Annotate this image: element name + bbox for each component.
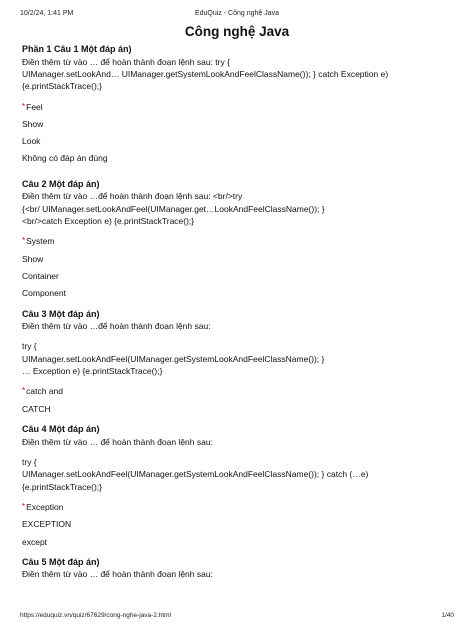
question-text-line: UIManager.setLookAnd… UIManager.getSystemLookAndFeelClassName()); } catch Exception e) [22,68,389,79]
question-text-line: UIManager.setLookAndFeel(UIManager.getSystemLookAndFeelClassName()); } catch (…e) [22,469,369,480]
page-number: 1/40 [441,612,454,619]
question-list [22,43,454,581]
answer-option[interactable] [22,403,454,415]
page-footer [20,612,454,624]
answer-option[interactable] [22,518,454,530]
question-text-line: Điền thêm từ vào … để hoàn thành đoạn lệnh sau: [22,436,213,447]
header-datetime: 10/2/24, 1:41 PM [20,10,74,17]
answer-option-label: CATCH [22,403,51,414]
correct-answer-star-icon: * [22,386,26,396]
question-text-line: {<br/ UIManager.setLookAndFeel(UIManager.get…LookAndFeelClassName()); } [22,203,325,214]
answer-option-label: catch and [26,386,63,397]
answer-option[interactable] [22,152,454,164]
page-header [20,10,454,22]
question-block [22,178,454,300]
answer-option-label: Container [22,270,59,281]
question-text-line: Điền thêm từ vào … để hoàn thành đoạn lệnh sau: try { [22,56,230,67]
question-text-line: Điền thêm từ vào …để hoàn thành đoạn lệnh sau: <br/>try [22,191,243,202]
question-text-line: try { [22,456,37,467]
question-block [22,556,454,581]
blank-line [22,332,454,340]
answer-option-label: EXCEPTION [22,519,72,530]
answer-option[interactable] [22,135,454,147]
answer-option[interactable] [22,287,454,299]
blank-line [22,448,454,456]
question-text-line: UIManager.setLookAndFeel(UIManager.getSystemLookAndFeelClassName()); } [22,353,325,364]
answer-option[interactable] [22,536,454,548]
correct-answer-star-icon: * [22,101,26,111]
answer-option[interactable] [22,235,454,247]
answer-option-label: Show [22,253,44,264]
correct-answer-star-icon: * [22,236,26,246]
answer-option-label: Exception [26,501,64,512]
question-heading: Phần 1 Câu 1 Một đáp án) [22,44,132,54]
question-block [22,423,454,548]
answer-option[interactable] [22,118,454,130]
answer-option[interactable] [22,253,454,265]
question-text-line: {e.printStackTrace();} [22,481,102,492]
question-heading: Câu 4 Một đáp án) [22,424,100,435]
question-block [22,308,454,415]
answer-option-label: System [26,236,55,247]
answer-option-label: except [22,536,48,547]
answer-option[interactable] [22,385,454,397]
question-heading: Câu 2 Một đáp án) [22,178,100,189]
question-text-line: {e.printStackTrace();} [22,81,102,92]
document-title: Công nghệ Java [184,24,290,39]
correct-answer-star-icon: * [22,501,26,511]
answer-option-label: Show [22,118,44,129]
answer-option[interactable] [22,501,454,513]
question-text-line: … Exception e) {e.printStackTrace();} [22,366,163,377]
footer-url-link[interactable]: https://eduquiz.vn/quiz/67629/cong-nghe-java-2.html [20,612,172,619]
answer-option[interactable] [22,270,454,282]
question-block [22,43,454,165]
question-text-line: Điền thêm từ vào … để hoàn thành đoạn lệnh sau: [22,569,213,580]
answer-option-label: Không có đáp án đúng [22,153,108,164]
question-text-line: try { [22,341,37,352]
answer-option-label: Feel [26,101,43,112]
question-heading: Câu 5 Một đáp án) [22,556,100,567]
question-text-line: Điền thêm từ vào …để hoàn thành đoạn lệnh sau: [22,321,211,332]
header-site-title: EduQuiz - Công nghệ Java [194,10,280,17]
answer-option-label: Look [22,136,41,147]
question-text-line: <br/>catch Exception e) {e.printStackTrace();} [22,216,195,226]
answer-option-label: Component [22,288,66,299]
question-heading: Câu 3 Một đáp án) [22,308,100,319]
answer-option[interactable] [22,101,454,113]
